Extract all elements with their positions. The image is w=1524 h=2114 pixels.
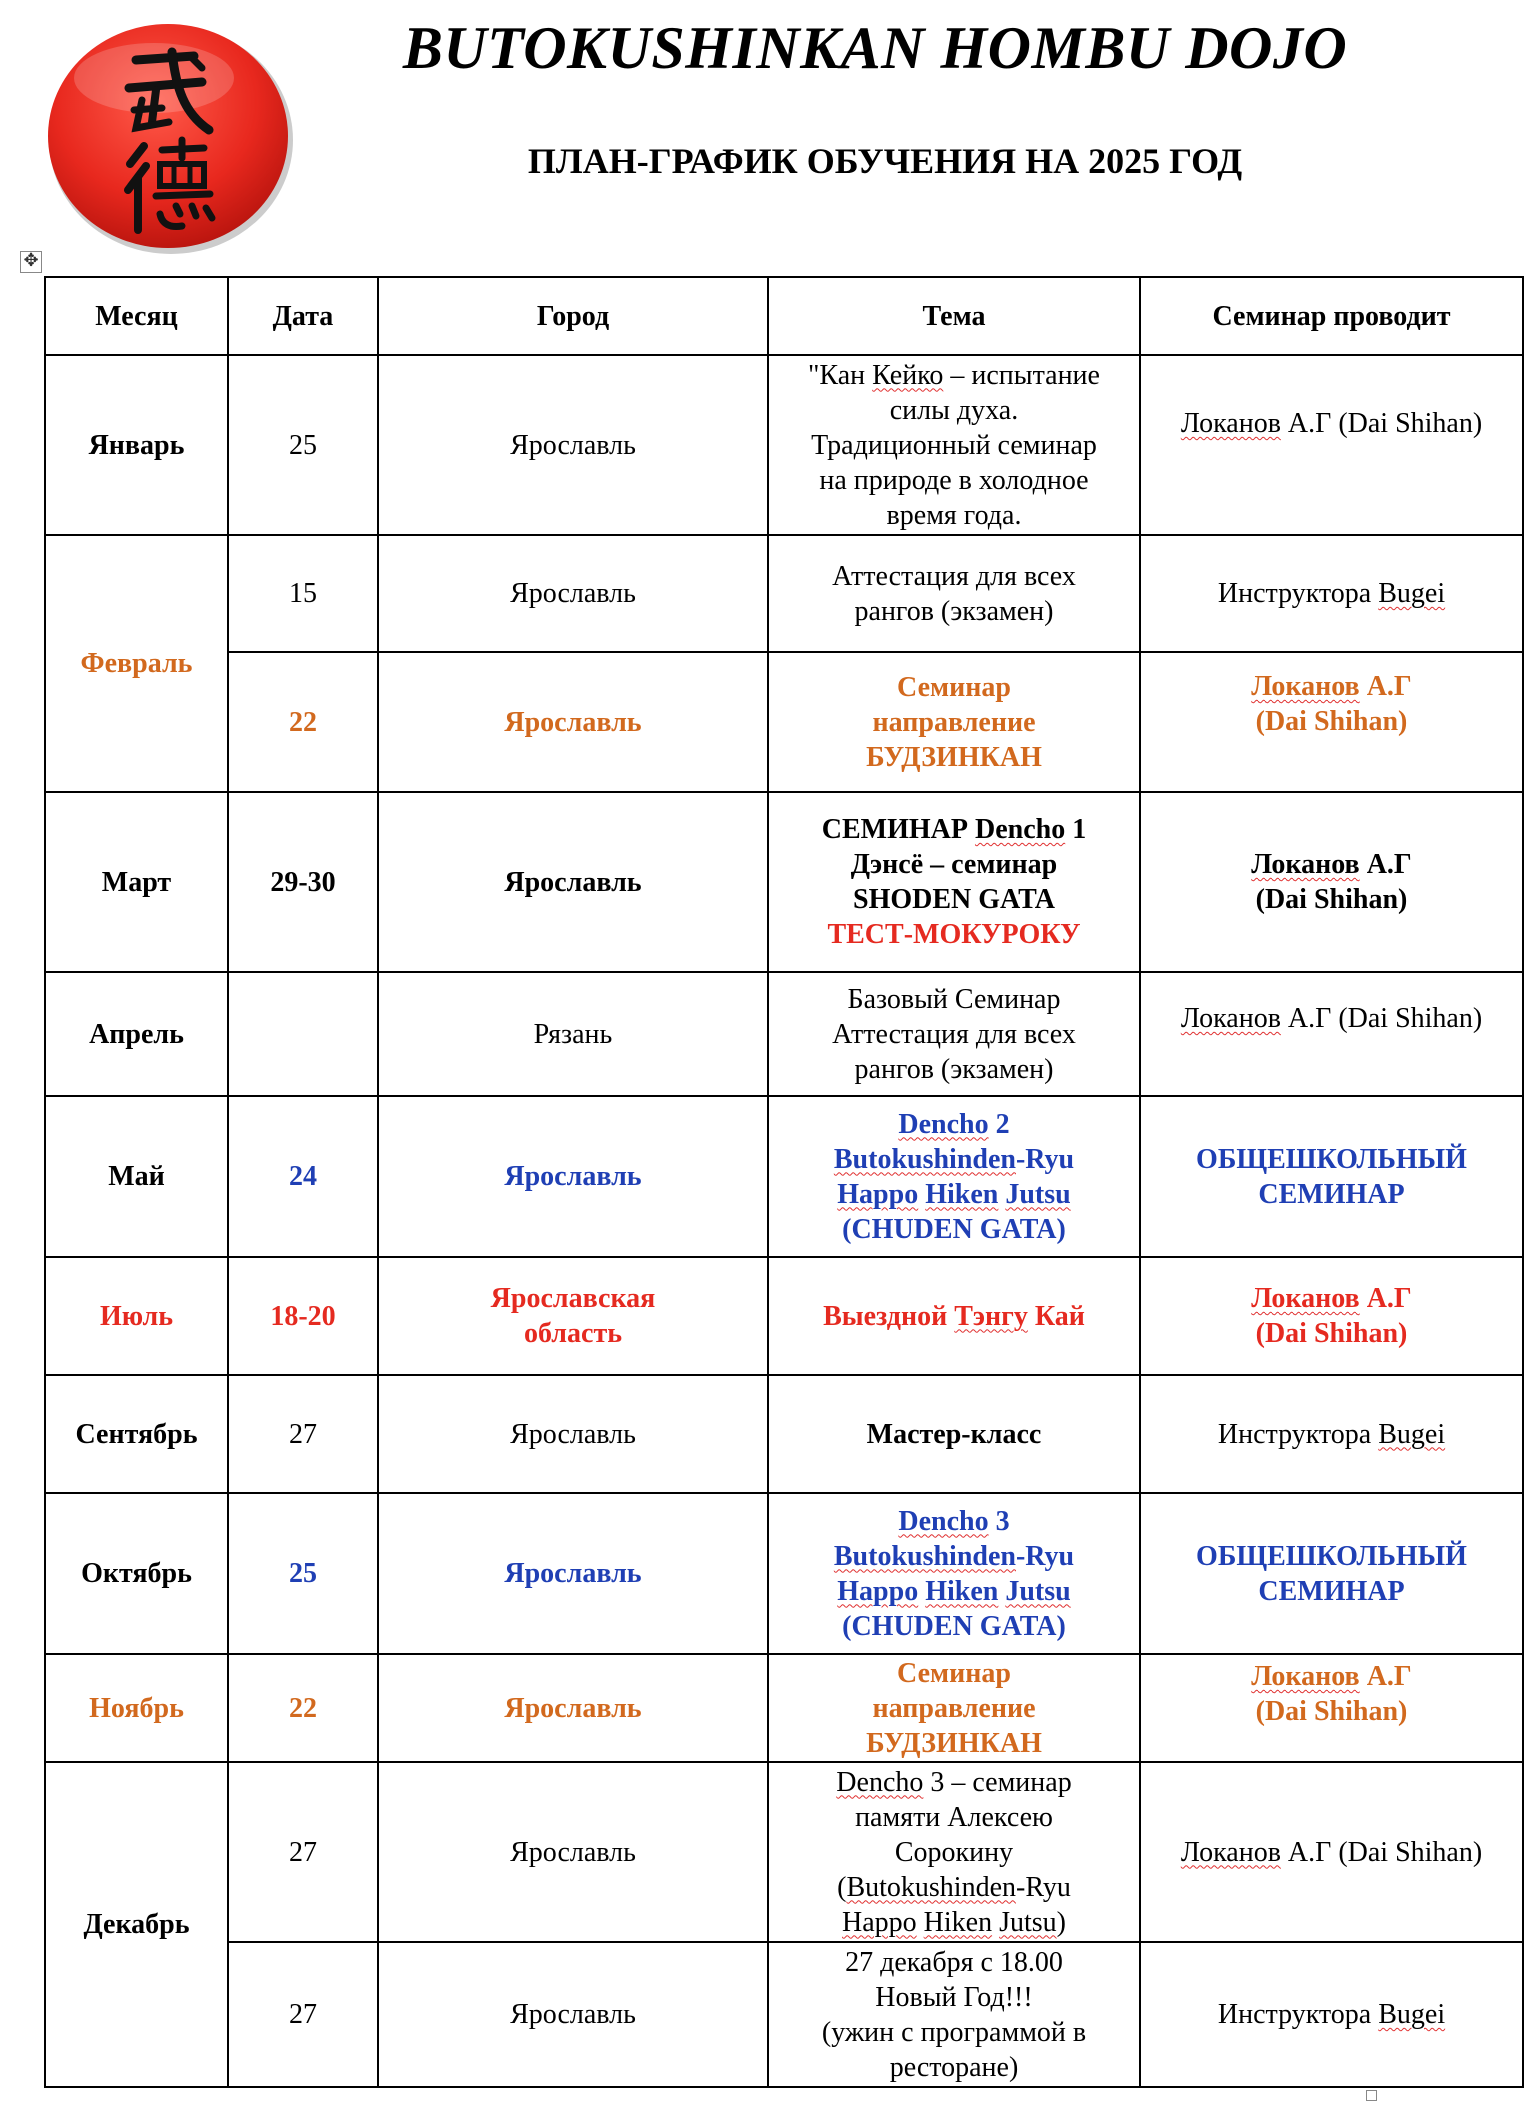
- date-cell: 29-30: [228, 792, 378, 972]
- month-cell: Май: [45, 1096, 228, 1257]
- month-cell: Март: [45, 792, 228, 972]
- month-cell: Июль: [45, 1257, 228, 1375]
- month-cell: Апрель: [45, 972, 228, 1096]
- instructor-cell: Локанов А.Г (Dai Shihan): [1140, 972, 1523, 1096]
- table-move-handle-icon[interactable]: ✥: [20, 251, 42, 273]
- topic-cell: Аттестация для всех рангов (экзамен): [768, 535, 1140, 652]
- table-row: [45, 1654, 1523, 1762]
- city-cell: Ярославль: [378, 1762, 768, 1942]
- month-cell: Январь: [45, 355, 228, 535]
- table-row: [45, 1257, 1523, 1375]
- instructor-cell: Локанов А.Г (Dai Shihan): [1140, 355, 1523, 535]
- topic-cell: Dencho 3 – семинар памяти Алексею Сорокину (Butokushinden-Ryu Happo Hiken Jutsu): [768, 1762, 1140, 1942]
- instructor-cell: Локанов А.Г (Dai Shihan): [1140, 652, 1523, 792]
- date-cell: 22: [228, 1654, 378, 1762]
- instructor-cell: Локанов А.Г (Dai Shihan): [1140, 1762, 1523, 1942]
- table-row: [45, 1096, 1523, 1257]
- date-cell: [228, 972, 378, 1096]
- table-row: [45, 792, 1523, 972]
- city-cell: Ярославль: [378, 792, 768, 972]
- header-instructor: Семинар проводит: [1140, 277, 1523, 355]
- date-cell: 25: [228, 355, 378, 535]
- header-city: Город: [378, 277, 768, 355]
- date-cell: 27: [228, 1762, 378, 1942]
- instructor-cell: ОБЩЕШКОЛЬНЫЙ СЕМИНАР: [1140, 1096, 1523, 1257]
- instructor-cell: ОБЩЕШКОЛЬНЫЙ СЕМИНАР: [1140, 1493, 1523, 1654]
- topic-cell: Dencho 2 Butokushinden-Ryu Happo Hiken Jutsu (CHUDEN GATA): [768, 1096, 1140, 1257]
- instructor-cell: Инструктора Bugei: [1140, 535, 1523, 652]
- date-cell: 27: [228, 1375, 378, 1493]
- month-cell: Февраль: [45, 535, 228, 792]
- city-cell: Рязань: [378, 972, 768, 1096]
- topic-cell: Базовый Семинар Аттестация для всех рангов (экзамен): [768, 972, 1140, 1096]
- city-cell: Ярославль: [378, 1942, 768, 2087]
- topic-cell: СЕМИНАР Dencho 1 Дэнсё – семинар SHODEN GATA ТЕСТ-МОКУРОКУ: [768, 792, 1140, 972]
- month-cell: Октябрь: [45, 1493, 228, 1654]
- topic-cell: Мастер-класс: [768, 1375, 1140, 1493]
- topic-cell: "Кан Кейко – испытание силы духа. Традиционный семинар на природе в холодное время года.: [768, 355, 1140, 535]
- city-cell: Ярославль: [378, 1375, 768, 1493]
- budo-logo-icon: [44, 18, 299, 258]
- topic-cell: Выездной Тэнгу Кай: [768, 1257, 1140, 1375]
- date-cell: 27: [228, 1942, 378, 2087]
- instructor-cell: Инструктора Bugei: [1140, 1375, 1523, 1493]
- month-cell: Сентябрь: [45, 1375, 228, 1493]
- org-title: BUTOKUSHINKAN HOMBU DOJO: [402, 15, 1348, 81]
- topic-cell: Dencho 3 Butokushinden-Ryu Happo Hiken Jutsu (CHUDEN GATA): [768, 1493, 1140, 1654]
- schedule-title: ПЛАН-ГРАФИК ОБУЧЕНИЯ НА 2025 ГОД: [527, 141, 1243, 181]
- topic-cell: Семинар направление БУДЗИНКАН: [768, 652, 1140, 792]
- table-row: [45, 1493, 1523, 1654]
- date-cell: 25: [228, 1493, 378, 1654]
- city-cell: Ярославль: [378, 1096, 768, 1257]
- instructor-cell: Локанов А.Г (Dai Shihan): [1140, 1654, 1523, 1762]
- table-resize-handle[interactable]: [1366, 2090, 1377, 2101]
- table-row: [45, 355, 1523, 535]
- table-row: [45, 972, 1523, 1096]
- date-cell: 24: [228, 1096, 378, 1257]
- header-topic: Тема: [768, 277, 1140, 355]
- topic-cell: Семинар направление БУДЗИНКАН: [768, 1654, 1140, 1762]
- table-row: [45, 535, 1523, 652]
- city-cell: Ярославская область: [378, 1257, 768, 1375]
- city-cell: Ярославль: [378, 535, 768, 652]
- instructor-cell: Локанов А.Г (Dai Shihan): [1140, 792, 1523, 972]
- header-month: Месяц: [45, 277, 228, 355]
- city-cell: Ярославль: [378, 652, 768, 792]
- date-cell: 18-20: [228, 1257, 378, 1375]
- schedule-table: [44, 276, 1524, 2088]
- instructor-cell: Инструктора Bugei: [1140, 1942, 1523, 2087]
- table-row: [45, 1942, 1523, 2087]
- table-row: [45, 652, 1523, 792]
- table-header-row: [45, 277, 1523, 355]
- topic-cell: 27 декабря с 18.00 Новый Год!!! (ужин с программой в ресторане): [768, 1942, 1140, 2087]
- header-date: Дата: [228, 277, 378, 355]
- city-cell: Ярославль: [378, 355, 768, 535]
- month-cell: Декабрь: [45, 1762, 228, 2087]
- month-cell: Ноябрь: [45, 1654, 228, 1762]
- city-cell: Ярославль: [378, 1654, 768, 1762]
- city-cell: Ярославль: [378, 1493, 768, 1654]
- date-cell: 15: [228, 535, 378, 652]
- instructor-cell: Локанов А.Г (Dai Shihan): [1140, 1257, 1523, 1375]
- table-row: [45, 1762, 1523, 1942]
- date-cell: 22: [228, 652, 378, 792]
- table-row: [45, 1375, 1523, 1493]
